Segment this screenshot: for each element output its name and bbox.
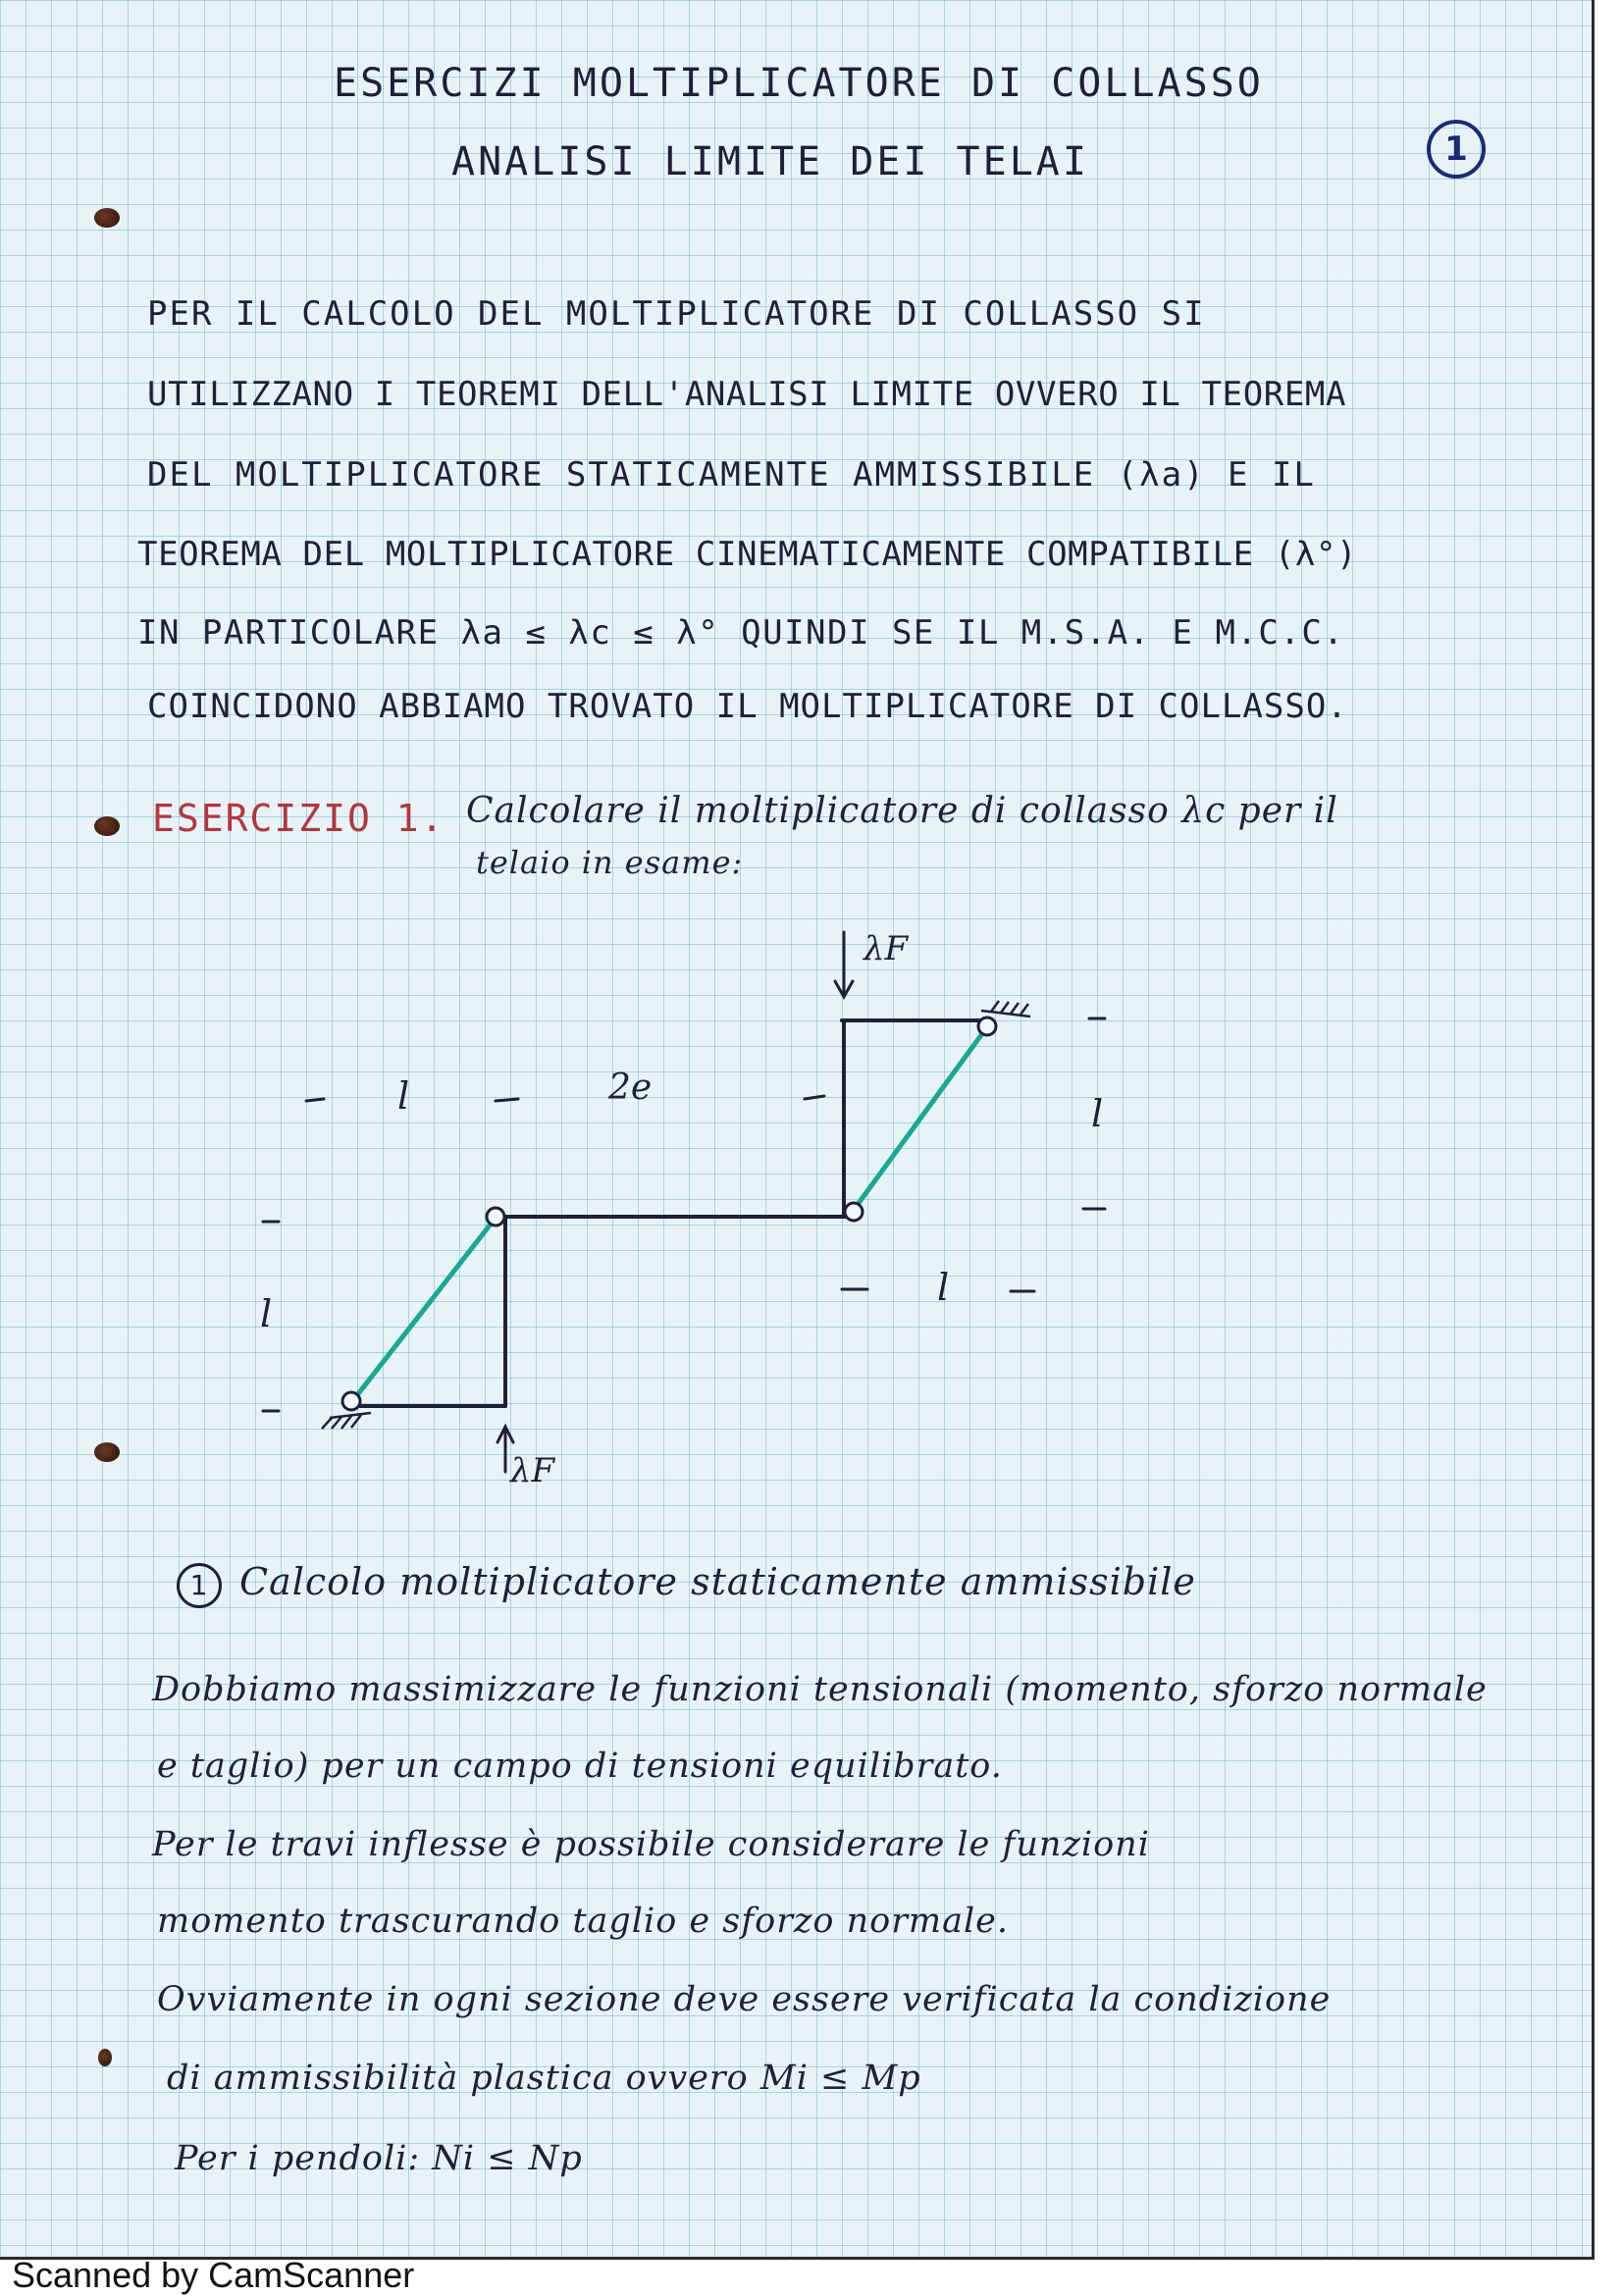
hinge-icon	[342, 1392, 360, 1410]
section-heading-text: Calcolo moltiplicatore staticamente ammissibile	[239, 1560, 1196, 1603]
exercise-text-line-2: telaio in esame:	[476, 844, 744, 881]
hinge-icon	[978, 1018, 996, 1035]
exercise-label: ESERCIZIO 1.	[152, 797, 445, 840]
page-number: 1	[1427, 120, 1486, 179]
intro-line-4: TEOREMA DEL MOLTIPLICATORE CINEMATICAMENTE COMPATIBILE (λ°)	[137, 535, 1358, 574]
dim-left-height: l	[260, 1292, 273, 1335]
dim-mid-span: 2e	[608, 1068, 653, 1108]
body-line-3: Per le travi inflesse è possibile considerare le funzioni	[152, 1825, 1150, 1864]
intro-line-5: IN PARTICOLARE λa ≤ λc ≤ λ° QUINDI SE IL M.S.A. E M.C.C.	[137, 613, 1345, 652]
strut-left	[353, 1222, 493, 1400]
body-line-2: e taglio) per un campo di tensioni equilibrato.	[157, 1747, 1003, 1786]
dim-left-span: l	[397, 1074, 410, 1118]
dim-right-span: l	[937, 1266, 950, 1309]
intro-line-3: DEL MOLTIPLICATORE STATICAMENTE AMMISSIBILE (λa) E IL	[147, 455, 1316, 495]
hinge-icon	[487, 1208, 504, 1226]
body-line-4: momento trascurando taglio e sforzo normale.	[157, 1902, 1010, 1941]
support-icon	[981, 1001, 1030, 1017]
load-label-top: λF	[863, 929, 909, 968]
intro-line-6: COINCIDONO ABBIAMO TROVATO IL MOLTIPLICATORE DI COLLASSO.	[147, 687, 1348, 726]
hinge-icon	[845, 1203, 863, 1221]
dim-right-height: l	[1091, 1092, 1104, 1135]
scanner-footer: Scanned by CamScanner	[12, 2255, 415, 2295]
intro-line-2: UTILIZZANO I TEOREMI DELL'ANALISI LIMITE OVVERO IL TEOREMA	[147, 375, 1347, 414]
exercise-text-line-1: Calcolare il moltiplicatore di collasso λc per il	[466, 791, 1338, 831]
title-line-2: ANALISI LIMITE DEI TELAI	[451, 139, 1089, 184]
load-label-bottom: λF	[510, 1451, 555, 1490]
intro-line-1: PER IL CALCOLO DEL MOLTIPLICATORE DI COLLASSO SI	[147, 294, 1206, 334]
body-line-5: Ovviamente in ogni sezione deve essere verificata la condizione	[157, 1980, 1332, 2019]
section-heading	[177, 1560, 1196, 1608]
body-line-6: di ammissibilità plastica ovvero Mi ≤ Mp	[167, 2059, 921, 2098]
title-line-1: ESERCIZI MOLTIPLICATORE DI COLLASSO	[334, 61, 1264, 106]
body-line-7: Per i pendoli: Ni ≤ Np	[175, 2139, 583, 2178]
binder-hole	[98, 2049, 112, 2066]
section-number: 1	[177, 1563, 222, 1608]
body-line-1: Dobbiamo massimizzare le funzioni tensionali (momento, sforzo normale	[152, 1670, 1488, 1709]
support-icon	[322, 1413, 371, 1429]
strut-right	[854, 1028, 986, 1210]
